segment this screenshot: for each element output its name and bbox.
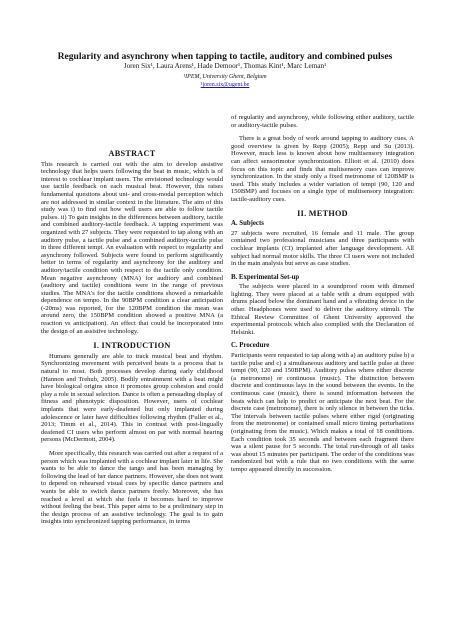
right-column <box>231 114 414 480</box>
introduction-paragraph-4: There is a great body of work around tapping to auditory cues. A good overview is given by Repp (2005); Repp and Su (2013). However, much less is known about how multisensory integration can affect sensorimotor synchronization. Elliott et al. (2010) does focus on this topic and finds that multisensory cues can improve synchronization. In the study only a fixed metronome of 120BMP is used. This study includes a wider variation of tempi (90, 120 and 150BMP) and focuses on a single type of multisensory integration: tactile-auditory cues. <box>231 135 414 203</box>
left-column <box>41 150 223 533</box>
abstract-section <box>41 150 223 335</box>
author-list: Joren Six¹, Laura Arens¹, Hade Demoor¹, Thomas Kint¹, Marc Leman¹ <box>123 62 327 70</box>
procedure-heading: C. Procedure <box>231 342 270 350</box>
introduction-paragraph-3: of regularity and asynchrony, while following either auditory, tactile or auditory-tactile pulses. <box>231 114 414 129</box>
subjects-heading: A. Subjects <box>231 220 264 228</box>
subjects-text: 27 subjects were recruited, 16 female and 11 male. The group contained two professional musicians and three participants with cochlear implants (CI) implanted after language development. All subject had normal motor skills. The three CI users were not included in the main analysis but serve as case studies. <box>231 229 414 268</box>
email-link[interactable]: ¹joren.six@ugent.be <box>200 82 250 88</box>
abstract-heading: ABSTRACT <box>108 149 156 158</box>
introduction-paragraph-2: More specifically, this research was carried out after a request of a person which was implanted with a cochlear implant later in life. She wants to be able to dance the tango and has been managing by following the lead of her dance partners. However, she does not want to depend on rehearsed visual cues by specific dance partners and wants be able to switch dance partners freely. Moreover, she has reached a level at which she feels it becomes hard to improve without feeling the beat. This paper aims to be a preliminary step in the design process of an assistive technology. The goal is to gain insights into synchronized tapping performance, in terms <box>41 449 223 526</box>
setup-heading: B. Experimental Set-up <box>231 273 300 281</box>
introduction-heading: I. INTRODUCTION <box>93 341 171 351</box>
introduction-section <box>41 342 223 526</box>
method-heading: II. METHOD <box>297 208 348 218</box>
affiliation: ¹IPEM, University Ghent, Belgium <box>183 74 267 80</box>
abstract-text: This research is carried out with the aim to develop assistive technology that helps users following the beat in music, which is of interest to cochlear implant users. The envisioned technology would use tactile feedback on each musical beat. However, this raises fundamental questions about uni- and cross-modal perception which are not addressed in similar context in the literature. The aim of this study was i) to find out how well users are able to follow tactile pulses. ii) To gain insights in the differences between auditory, tactile and combined auditory-tactile feedback. A tapping experiment was organized with 27 subjects. They were requested to tap along with an auditory pulse, a tactile pulse and a combined auditory-tactile pulse in three different tempi. An evaluation with respect to regularity and asynchrony followed. Subjects were found to perform significantly better in terms of regularity and asynchrony for the auditory and auditory/tactile condition with respect to the tactile only condition. Mean negative asynchrony (MNA) for auditory and combined (auditory and tactile) conditions were in the range of previous studies. The MNA's for the tactile conditions showed a remarkable dependence on tempo. In the 90BPM condition a clear anticipation (-20ms) was reported, for the 120BPM condition the mean was around zero, the 150BPM condition showed a positive MNA (a reaction vs anticipation). An effect that could be incorporated into the design of an assistive technology. <box>41 160 223 335</box>
paper-title: Regularity and asynchrony when tapping to tactile, auditory and combined pulses <box>57 51 393 62</box>
procedure-text: Participants were requested to tap along with a) an auditory pulse b) a tactile pulse and c) a simultaneous auditory and tactile pulse at three tempi (90, 120 and 150BPM). Auditory pulses where either discrete (a metronome) or continuous (music). The distinction between discrete and continuous lays in the sound between the events. In the continuous case (music), there is sound information between the beats which can help to predict or anticipate the next beat. For the discrete case (metronome), there is only silence in between the ticks. The intervals between tactile pulses where either rigid (originating from the metronome) or contained small micro timing perturbations (originating from the music). Which makes a total of 18 conditions. Each condition took 35 seconds and between each fragment there was a silent pause for 5 seconds. The total run-through of all tasks was about 15 minutes per participant. The order of the conditions was randomized but with a rule that no two conditions with the same tempo appeared directly in succession. <box>231 352 414 473</box>
setup-text: The subjects were placed in a soundproof room with dimmed lighting. They were placed at a table with a drum equipped with drums placed below the dominant hand and a vibrating device in the other. Headphones were used to deliver the auditory stimuli. The Ethical Review Committee of Ghent University approved the experimental protocols which also complied with the Declaration of Helsinki. <box>231 283 414 336</box>
email-line <box>20 81 430 89</box>
introduction-paragraph-1: Humans generally are able to track musical beat and rhythm. Synchronizing movement with perceived beats is a process that is natural to most. Both processes develop during early childhood (Hannon and Trehub, 2005). Bodily entrainment with a beat might have biological origins since it promotes group cohesion and could play a role in sexual selection. Dance is often a persuading display of fitness and phenotypic disposition. However, users of cochlear implants that were early-deafened but only implanted during adolescence or later have difficulties following rhythm (Fuller et al., 2013; Timm et al., 2014). This in contrast with post-lingually deafened CI users who perform almost on par with normal hearing persons (McDermott, 2004). <box>41 352 223 444</box>
